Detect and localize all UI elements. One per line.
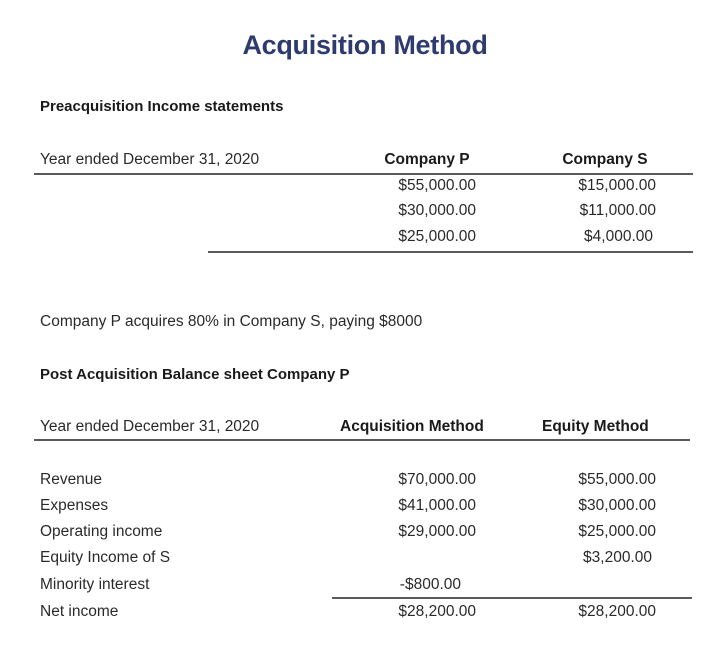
eq-operating-income: $25,000.00: [578, 523, 656, 540]
preacq-p-row-1: $55,000.00: [398, 177, 476, 194]
acq-minority-interest: -$800.00: [399, 576, 461, 593]
row-label-revenue: Revenue: [40, 471, 103, 488]
preacq-s-row-2: $11,000.00: [579, 202, 656, 219]
preacq-p-row-3: $25,000.00: [398, 228, 476, 245]
row-label-operating-income: Operating income: [40, 523, 163, 540]
row-label-net-income: Net income: [40, 603, 119, 620]
post-col-equity-method: Equity Method: [542, 418, 649, 435]
preacq-col-company-s: Company S: [562, 151, 648, 168]
post-header-rule: [34, 439, 690, 441]
preacq-total-rule: [208, 251, 693, 253]
preacq-header-rule: [34, 173, 693, 175]
preacq-period-label: Year ended December 31, 2020: [40, 151, 260, 168]
preacq-s-row-1: $15,000.00: [578, 177, 656, 194]
acq-revenue: $70,000.00: [398, 471, 476, 488]
preacq-col-company-p: Company P: [384, 151, 470, 168]
eq-revenue: $55,000.00: [578, 471, 656, 488]
preacquisition-heading: Preacquisition Income statements: [40, 98, 284, 115]
post-period-label: Year ended December 31, 2020: [40, 418, 260, 435]
row-label-minority-interest: Minority interest: [40, 576, 150, 593]
row-label-expenses: Expenses: [40, 497, 109, 514]
preacq-p-row-2: $30,000.00: [398, 202, 476, 219]
page-title: Acquisition Method: [242, 30, 488, 60]
eq-expenses: $30,000.00: [578, 497, 656, 514]
acq-operating-income: $29,000.00: [398, 523, 476, 540]
row-label-equity-income: Equity Income of S: [40, 549, 171, 566]
post-acquisition-heading: Post Acquisition Balance sheet Company P: [40, 366, 350, 383]
eq-net-income: $28,200.00: [578, 603, 656, 620]
acquisition-note: Company P acquires 80% in Company S, paying $8000: [40, 313, 423, 330]
preacq-s-row-3: $4,000.00: [584, 228, 653, 245]
acq-expenses: $41,000.00: [398, 497, 476, 514]
acq-net-income: $28,200.00: [398, 603, 476, 620]
post-col-acquisition-method: Acquisition Method: [340, 418, 484, 435]
net-income-rule: [332, 597, 692, 599]
eq-equity-income: $3,200.00: [583, 549, 652, 566]
